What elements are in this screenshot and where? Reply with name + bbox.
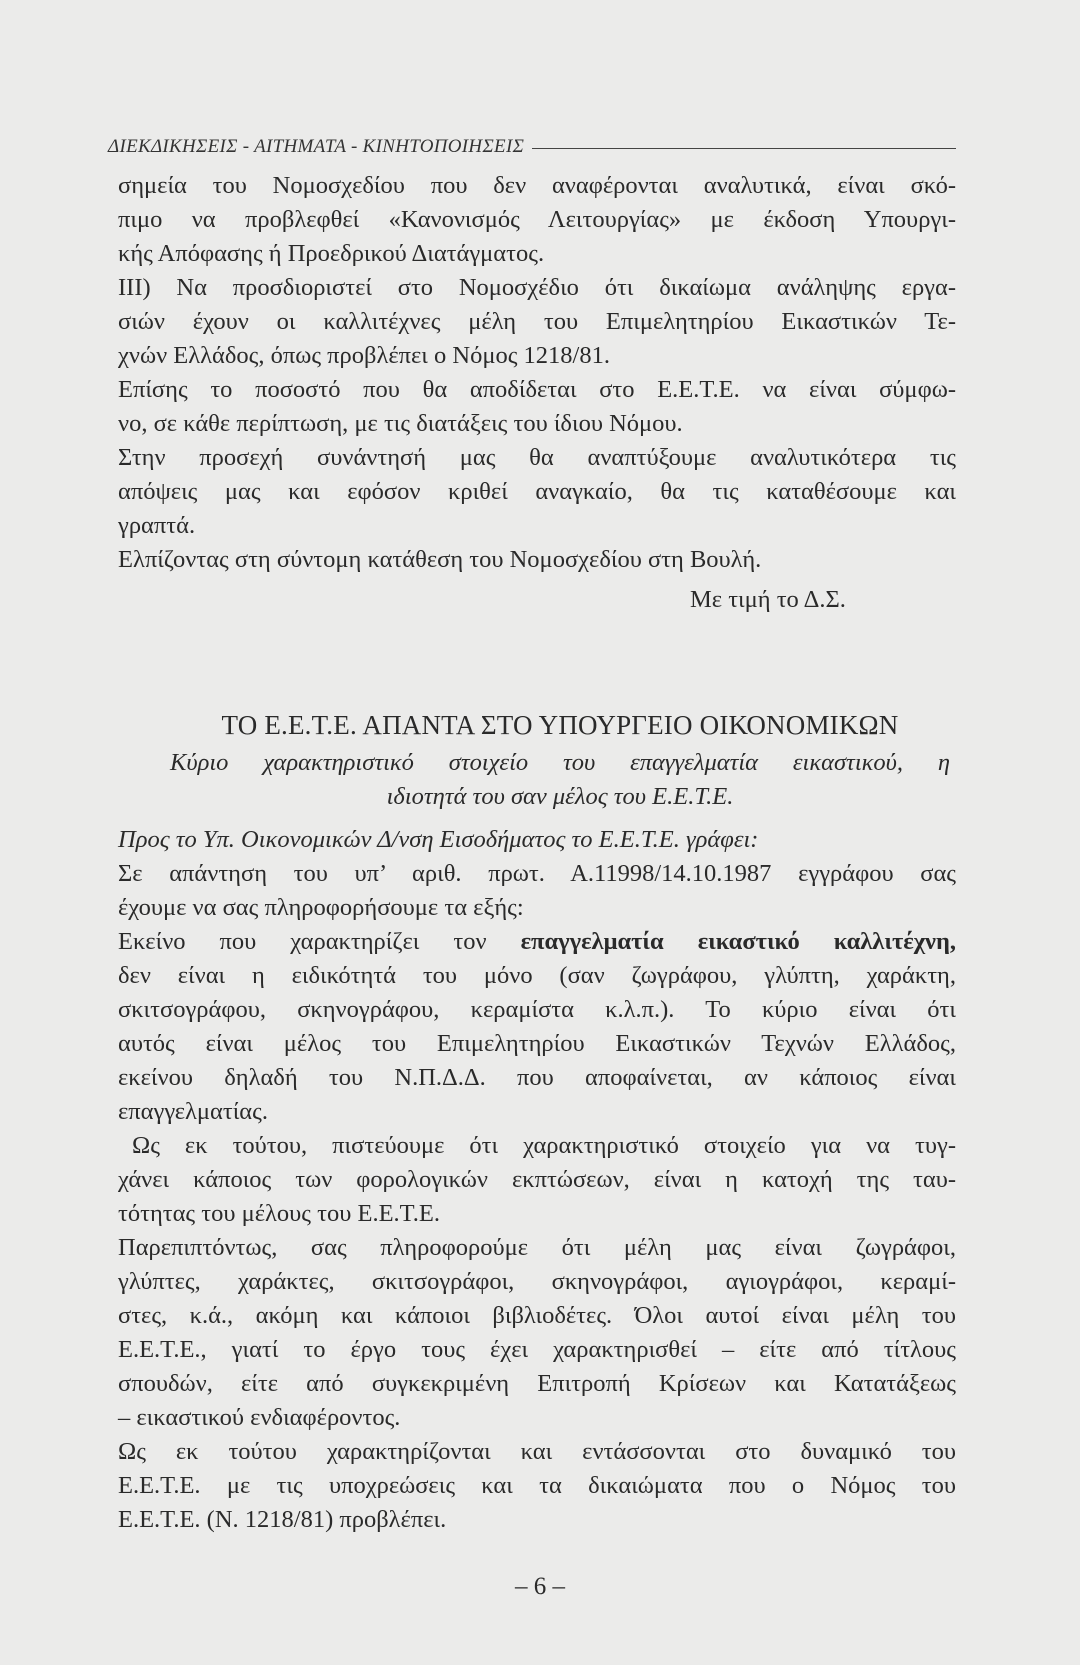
body-line: γλύπτες, χαράκτες, σκιτσογράφοι, σκηνογράφοι, αγιογράφοι, κεραμί- bbox=[118, 1268, 956, 1295]
page-number: – 6 – bbox=[515, 1573, 565, 1600]
body-line: απόψεις μας και εφόσον κριθεί αναγκαίο, θα τις καταθέσουμε και bbox=[118, 478, 956, 505]
signature: Με τιμή το Δ.Σ. bbox=[690, 586, 846, 613]
body-line: σημεία του Νομοσχεδίου που δεν αναφέρονται αναλυτικά, είναι σκό- bbox=[118, 172, 956, 199]
bold-emphasis: επαγγελματία εικαστικό καλλιτέχνη, bbox=[520, 928, 957, 955]
body-line: III) Να προσδιοριστεί στο Νομοσχέδιο ότι δικαίωμα ανάληψης εργα- bbox=[118, 274, 956, 301]
body-line: Παρεπιπτόντως, σας πληροφορούμε ότι μέλη μας είναι ζωγράφοι, bbox=[118, 1234, 956, 1261]
body-text: Εκείνο που χαρακτηρίζει τον bbox=[118, 928, 521, 955]
body-line: Σε απάντηση του υπ’ αριθ. πρωτ. Α.11998/14.10.1987 εγγράφου σας bbox=[118, 860, 956, 887]
addressee-line: Προς το Υπ. Οικονομικών Δ/νση Εισοδήματος το Ε.Ε.Τ.Ε. γράφει: bbox=[118, 826, 759, 853]
body-line: αυτός είναι μέλος του Επιμελητηρίου Εικαστικών Τεχνών Ελλάδος, bbox=[118, 1030, 956, 1057]
body-line: – εικαστικού ενδιαφέροντος. bbox=[118, 1404, 401, 1431]
body-line: κής Απόφασης ή Προεδρικού Διατάγματος. bbox=[118, 240, 545, 267]
body-line: εκείνου δηλαδή του Ν.Π.Δ.Δ. που αποφαίνεται, αν κάποιος είναι bbox=[118, 1064, 956, 1091]
article-subtitle: Κύριο χαρακτηριστικό στοιχείο του επαγγελματία εικαστικού, η bbox=[170, 749, 950, 776]
body-line: Επίσης το ποσοστό που θα αποδίδεται στο Ε.Ε.Τ.Ε. να είναι σύμφω- bbox=[118, 376, 956, 403]
body-line: χνών Ελλάδος, όπως προβλέπει ο Νόμος 1218/81. bbox=[118, 342, 610, 369]
article-title: ΤΟ Ε.Ε.Τ.Ε. ΑΠΑΝΤΑ ΣΤΟ ΥΠΟΥΡΓΕΙΟ ΟΙΚΟΝΟΜΙΚΩΝ bbox=[221, 710, 899, 740]
body-line: χάνει κάποιος των φορολογικών εκπτώσεων, είναι η κατοχή της ταυ- bbox=[118, 1166, 956, 1193]
body-line: Ε.Ε.Τ.Ε. με τις υποχρεώσεις και τα δικαιώματα που ο Νόμος του bbox=[118, 1472, 956, 1499]
body-line: δεν είναι η ειδικότητά του μόνο (σαν ζωγράφου, γλύπτη, χαράκτη, bbox=[118, 962, 956, 989]
body-line: πιμο να προβλεφθεί «Κανονισμός Λειτουργίας» με έκδοση Υπουργι- bbox=[118, 206, 956, 233]
body-line: Στην προσεχή συνάντησή μας θα αναπτύξουμε αναλυτικότερα τις bbox=[118, 444, 956, 471]
body-line: έχουμε να σας πληροφορήσουμε τα εξής: bbox=[118, 894, 524, 921]
body-line: Ως εκ τούτου χαρακτηρίζονται και εντάσσονται στο δυναμικό του bbox=[118, 1438, 956, 1465]
running-head-title: ΔΙΕΚΔΙΚΗΣΕΙΣ - ΑΙΤΗΜΑΤΑ - ΚΙΝΗΤΟΠΟΙΗΣΕΙΣ bbox=[108, 136, 525, 157]
article-subtitle: ιδιοτητά του σαν μέλος του Ε.Ε.Τ.Ε. bbox=[386, 783, 734, 810]
body-line: Ε.Ε.Τ.Ε. (Ν. 1218/81) προβλέπει. bbox=[118, 1506, 447, 1533]
body-line: Ε.Ε.Τ.Ε., γιατί το έργο τους έχει χαρακτηρισθεί – είτε από τίτλους bbox=[118, 1336, 956, 1363]
body-line: τότητας του μέλους του Ε.Ε.Τ.Ε. bbox=[118, 1200, 441, 1227]
body-line: Ελπίζοντας στη σύντομη κατάθεση του Νομοσχεδίου στη Βουλή. bbox=[118, 546, 762, 573]
running-head bbox=[108, 136, 956, 158]
body-line: σιών έχουν οι καλλιτέχνες μέλη του Επιμελητηρίου Εικαστικών Τε- bbox=[118, 308, 956, 335]
body-line: σπουδών, είτε από συγκεκριμένη Επιτροπή Κρίσεων και Κατατάξεως bbox=[118, 1370, 956, 1397]
body-line: γραπτά. bbox=[118, 512, 196, 539]
body-line bbox=[118, 927, 956, 957]
body-line: στες, κ.ά., ακόμη και κάποιοι βιβλιοδέτες. Όλοι αυτοί είναι μέλη του bbox=[118, 1302, 956, 1329]
body-line: Ως εκ τούτου, πιστεύουμε ότι χαρακτηριστικό στοιχείο για να τυγ- bbox=[132, 1132, 956, 1159]
body-line: νο, σε κάθε περίπτωση, με τις διατάξεις του ίδιου Νόμου. bbox=[118, 410, 683, 437]
running-head-rule bbox=[532, 148, 956, 149]
body-line: επαγγελματίας. bbox=[118, 1098, 268, 1125]
body-line: σκιτσογράφου, σκηνογράφου, κεραμίστα κ.λ.π.). Το κύριο είναι ότι bbox=[118, 996, 956, 1023]
